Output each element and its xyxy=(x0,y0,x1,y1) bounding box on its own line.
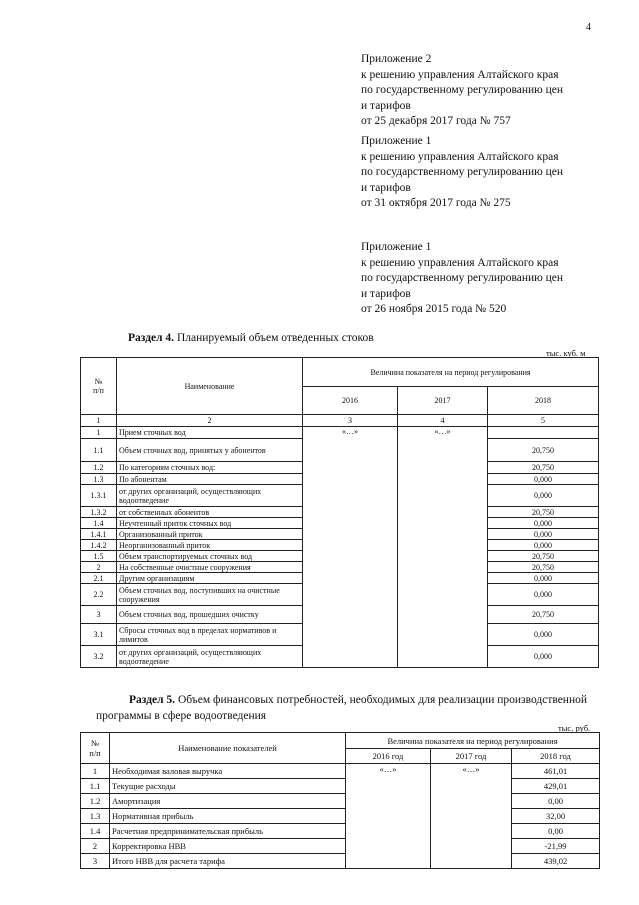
annex-line: и тарифов xyxy=(361,287,411,300)
row-name: Сбросы сточных вод в пределах нормативов и лимитов xyxy=(117,624,303,646)
row-name: Нормативная прибыль xyxy=(110,809,346,824)
row-value-2018: 0,000 xyxy=(488,474,599,485)
row-name: Корректировка НВВ xyxy=(110,839,346,854)
row-num: 1.2 xyxy=(81,794,110,809)
section5-unit: тыс. руб. xyxy=(558,723,591,733)
t5-header-name: Наименование показателей xyxy=(110,733,346,764)
table-row xyxy=(81,779,600,794)
section4-title-bold: Раздел 4. xyxy=(128,332,175,344)
row-num: 2 xyxy=(81,839,110,854)
section5-table xyxy=(80,732,600,869)
section4-title xyxy=(128,330,374,346)
row-value-2018: 0,00 xyxy=(512,794,600,809)
t4-header-group: Величина показателя на период регулирования xyxy=(303,358,599,387)
row-name: Неорганизованный приток xyxy=(117,540,303,551)
annex-line: по государственному регулированию цен xyxy=(361,166,564,178)
row-value-2018: 0,000 xyxy=(488,540,599,551)
row-name: Объем сточных вод, поступивших на очистные сооружения xyxy=(117,584,303,606)
annex-line: к решению управления Алтайского края xyxy=(361,150,559,163)
row-num: 3.1 xyxy=(81,624,117,646)
row-value-2018: 0,000 xyxy=(488,584,599,606)
annex-line: и тарифов xyxy=(361,181,411,194)
row-value-2018: 461,01 xyxy=(512,764,600,779)
annex-block-2 xyxy=(361,134,621,212)
row-name: Итого НВВ для расчета тарифа xyxy=(110,854,346,869)
row-name: Прием сточных вод xyxy=(117,427,303,439)
t4-colnum: 1 xyxy=(81,415,117,427)
row-name: Объем сточных вод, прошедших очистку xyxy=(117,606,303,624)
row-num: 1.2 xyxy=(81,462,117,474)
row-name: Организованный приток xyxy=(117,529,303,540)
t5-header-num: № п/п xyxy=(81,733,110,764)
cell-2016-ellipsis: «…» xyxy=(346,764,431,869)
row-value-2018: 20,750 xyxy=(488,439,599,462)
annex-line: по государственному регулированию цен xyxy=(361,84,564,96)
row-num: 1 xyxy=(81,764,110,779)
t4-column-numbers xyxy=(81,415,599,427)
row-num: 1.3 xyxy=(81,474,117,485)
row-name: Необходимая валовая выручка xyxy=(110,764,346,779)
row-num: 3 xyxy=(81,854,110,869)
table-row xyxy=(81,824,600,839)
annex-line: к решению управления Алтайского края xyxy=(361,256,559,269)
row-num: 1.4.1 xyxy=(81,529,117,540)
row-value-2018: 32,00 xyxy=(512,809,600,824)
row-name: Текущие расходы xyxy=(110,779,346,794)
annex-line: по государственному регулированию цен xyxy=(361,272,564,284)
row-num: 1.4.2 xyxy=(81,540,117,551)
annex-line: от 25 декабря 2017 года № 757 xyxy=(361,115,511,127)
row-value-2018: 20,750 xyxy=(488,551,599,562)
t5-header-group: Величина показателя на период регулирования xyxy=(346,733,600,749)
cell-2017-ellipsis: «…» xyxy=(398,427,488,668)
t5-header-2018: 2018 год xyxy=(512,749,600,764)
row-name: от других организаций, осуществляющих водоотведение xyxy=(117,646,303,668)
row-value-2018 xyxy=(488,427,599,439)
row-value-2018: 0,000 xyxy=(488,518,599,529)
t4-header-2016: 2016 xyxy=(303,387,398,415)
t4-header-name: Наименование xyxy=(117,358,303,415)
cell-2017-ellipsis: «…» xyxy=(431,764,512,869)
row-value-2018: 439,02 xyxy=(512,854,600,869)
t4-colnum: 5 xyxy=(488,415,599,427)
row-value-2018: 20,750 xyxy=(488,462,599,474)
row-name: По абонентам xyxy=(117,474,303,485)
row-name: Другим организациям xyxy=(117,573,303,584)
row-value-2018: -21,99 xyxy=(512,839,600,854)
section5-title-bold: Раздел 5. xyxy=(129,694,176,706)
row-value-2018: 0,000 xyxy=(488,573,599,584)
table-row xyxy=(81,809,600,824)
row-name: Объем транспортируемых сточных вод xyxy=(117,551,303,562)
row-name: Объем сточных вод, принятых у абонентов xyxy=(117,439,303,462)
row-name: от собственных абонентов xyxy=(117,507,303,518)
row-name: По категориям сточных вод: xyxy=(117,462,303,474)
row-name: Расчетная предпринимательская прибыль xyxy=(110,824,346,839)
annex-line: от 31 октября 2017 года № 275 xyxy=(361,197,511,209)
row-num: 1.5 xyxy=(81,551,117,562)
cell-2016-ellipsis: «…» xyxy=(303,427,398,668)
row-num: 1.1 xyxy=(81,439,117,462)
row-num: 2 xyxy=(81,562,117,573)
section4-unit: тыс. куб. м xyxy=(546,348,586,358)
t4-colnum: 4 xyxy=(398,415,488,427)
row-num: 1.3.2 xyxy=(81,507,117,518)
row-name: Амортизация xyxy=(110,794,346,809)
row-name: На собственные очистные сооружения xyxy=(117,562,303,573)
row-value-2018: 0,000 xyxy=(488,646,599,668)
row-value-2018: 20,750 xyxy=(488,562,599,573)
section4-title-text: Планируемый объем отведенных стоков xyxy=(174,332,374,344)
row-num: 1.1 xyxy=(81,779,110,794)
t5-header-2017: 2017 год xyxy=(431,749,512,764)
annex-line: к решению управления Алтайского края xyxy=(361,68,559,81)
row-num: 1.4 xyxy=(81,518,117,529)
row-num: 3.2 xyxy=(81,646,117,668)
t4-header-2017: 2017 xyxy=(398,387,488,415)
row-value-2018: 429,01 xyxy=(512,779,600,794)
row-num: 1.4 xyxy=(81,824,110,839)
table-row xyxy=(81,854,600,869)
t4-header-num: № п/п xyxy=(81,358,117,415)
row-value-2018: 0,000 xyxy=(488,529,599,540)
annex-line: Приложение 1 xyxy=(361,135,432,147)
annex-line: от 26 ноября 2015 года № 520 xyxy=(361,303,507,315)
row-num: 2.1 xyxy=(81,573,117,584)
table-row xyxy=(81,764,600,779)
row-num: 1 xyxy=(81,427,117,439)
t5-header-2016: 2016 год xyxy=(346,749,431,764)
annex-line: Приложение 1 xyxy=(361,241,432,253)
t4-colnum: 3 xyxy=(303,415,398,427)
row-num: 3 xyxy=(81,606,117,624)
row-num: 2.2 xyxy=(81,584,117,606)
table-row xyxy=(81,839,600,854)
row-value-2018: 0,000 xyxy=(488,485,599,507)
page-number: 4 xyxy=(586,22,591,33)
t4-colnum: 2 xyxy=(117,415,303,427)
row-name: от других организаций, осуществляющих водоотведение xyxy=(117,485,303,507)
annex-block-1 xyxy=(361,52,621,130)
annex-line: и тарифов xyxy=(361,99,411,112)
row-num: 1.3.1 xyxy=(81,485,117,507)
annex-line: Приложение 2 xyxy=(361,53,432,65)
t4-header-2018: 2018 xyxy=(488,387,599,415)
table-row xyxy=(81,794,600,809)
annex-block-3 xyxy=(361,240,621,318)
row-value-2018: 0,000 xyxy=(488,624,599,646)
table-row xyxy=(81,427,599,439)
row-name: Неучтенный приток сточных вод xyxy=(117,518,303,529)
row-value-2018: 20,750 xyxy=(488,507,599,518)
section4-table xyxy=(80,357,599,668)
section5-title xyxy=(96,692,601,724)
row-value-2018: 20,750 xyxy=(488,606,599,624)
section5-title-text: Объем финансовых потребностей, необходимых для реализации производственной программы в сфере водоотведения xyxy=(96,694,588,722)
row-value-2018: 0,00 xyxy=(512,824,600,839)
row-num: 1.3 xyxy=(81,809,110,824)
